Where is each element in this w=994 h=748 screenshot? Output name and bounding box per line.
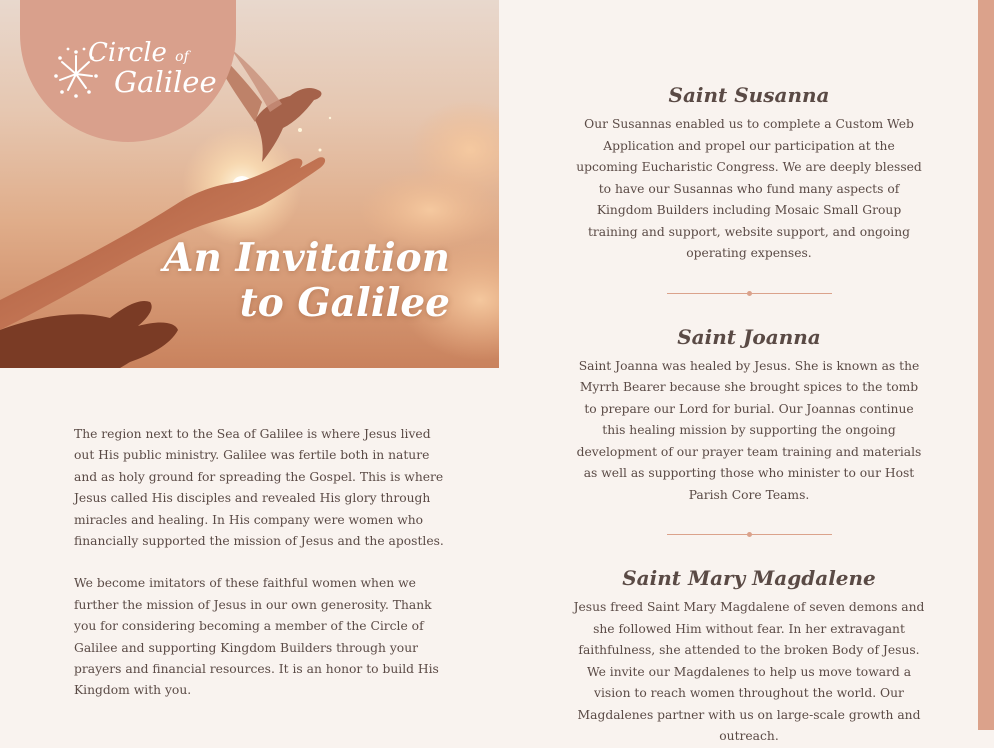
intro-text xyxy=(74,424,444,723)
intro-paragraph: The region next to the Sea of Galilee is where Jesus lived out His public ministry. Galilee was fertile both in nature and as holy ground for spreading the Gospel. This is where Jesus called His disciples and revealed His glory through miracles and healing. In His company were women who financially supported the mission of Jesus and the apostles. xyxy=(74,427,444,549)
saints-sections xyxy=(573,82,925,748)
section-saint-joanna xyxy=(573,324,925,507)
right-accent-stripe xyxy=(978,0,994,730)
hero-title xyxy=(150,236,450,326)
circle-of-galilee-logo xyxy=(54,38,217,104)
section-title: Saint Joanna xyxy=(677,324,821,349)
hero-image-panel xyxy=(0,0,499,368)
section-body: Saint Joanna was healed by Jesus. She is known as the Myrrh Bearer because she brought spices to the tomb to prepare our Lord for burial. Our Joannas continue this healing mission by supporting the ongoing development of our prayer team training and materials as well as supporting those who minister to our Host Parish Core Teams. xyxy=(576,358,922,502)
logo-wordmark xyxy=(88,40,217,97)
section-title: Saint Mary Magdalene xyxy=(622,566,876,590)
section-divider xyxy=(667,293,832,294)
hero-title-line2: to Galilee xyxy=(239,280,450,326)
section-body: Jesus freed Saint Mary Magdalene of seven demons and she followed Him without fear. In her extravagant faithfulness, she attended to the broken Body of Jesus. We invite our Magdalenes to help us move toward a vision to reach women throughout the world. Our Magdalenes partner with us on large-scale growth and outreach. xyxy=(573,600,925,743)
intro-paragraph: We become imitators of these faithful women when we further the mission of Jesus in our own generosity. Thank you for considering becoming a member of the Circle of Galilee and supporting Kingdom Builders through your prayers and financial resources. It is an honor to build His Kingdom with you. xyxy=(74,576,439,698)
logo-line2: Galilee xyxy=(114,65,217,99)
section-title: Saint Susanna xyxy=(668,83,830,107)
section-saint-mary-magdalene xyxy=(573,565,925,748)
hero-title-line1: An Invitation xyxy=(163,235,450,281)
logo-line1-small: of xyxy=(175,49,189,65)
logo-line1: Circle xyxy=(88,38,167,68)
section-divider xyxy=(667,534,832,535)
section-body: Our Susannas enabled us to complete a Custom Web Application and propel our participation at the upcoming Eucharistic Congress. We are deeply blessed to have our Susannas who fund many aspects of Kingdom Builders including Mosaic Small Group training and support, website support, and ongoing operating expenses. xyxy=(576,117,922,260)
section-saint-susanna xyxy=(573,82,925,265)
